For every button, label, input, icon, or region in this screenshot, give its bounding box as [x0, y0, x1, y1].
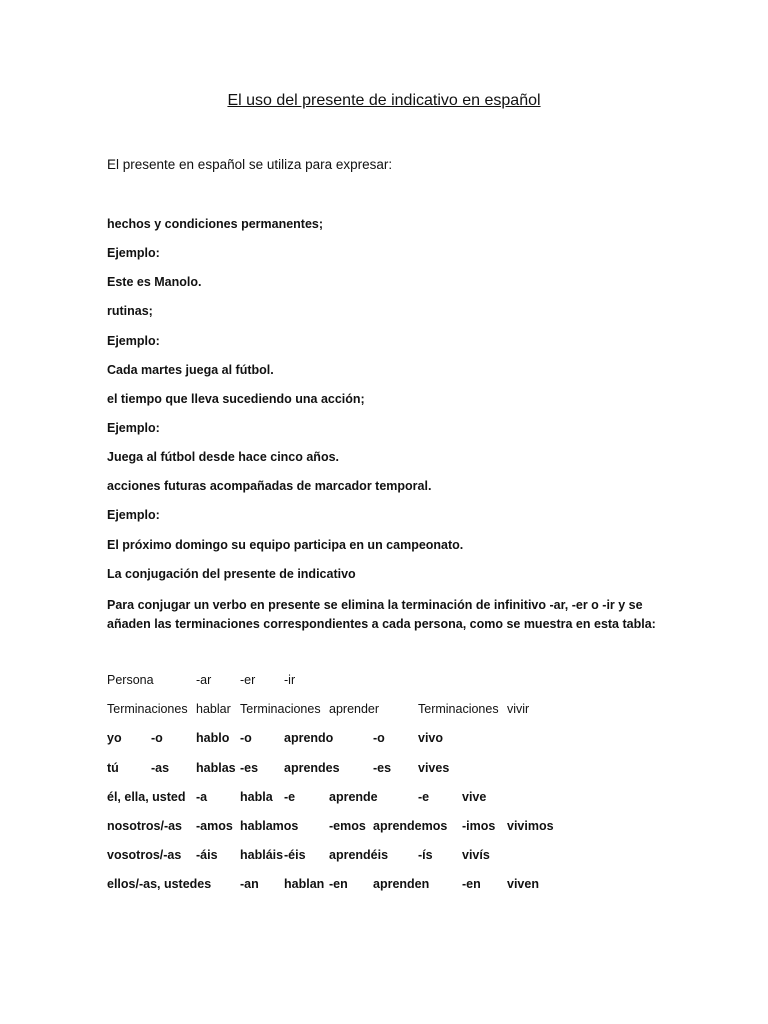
- table-cell: aprenden: [373, 877, 430, 891]
- table-subheader-cell: Terminaciones: [418, 702, 499, 716]
- table-cell: aprende: [329, 790, 378, 804]
- table-cell: vivo: [418, 731, 444, 745]
- table-cell: -o: [151, 731, 163, 745]
- table-cell: -o: [240, 731, 252, 745]
- table-cell: habla: [240, 790, 273, 804]
- table-cell: vive: [462, 790, 487, 804]
- table-cell: -emos: [329, 819, 366, 833]
- table-cell: vivís: [462, 848, 490, 862]
- table-cell: ellos/-as, ustedes: [107, 877, 212, 891]
- table-cell: -amos: [196, 819, 233, 833]
- table-subheader-cell: aprender: [329, 702, 380, 716]
- table-cell: -as: [151, 761, 170, 775]
- table-subheader-cell: hablar: [196, 702, 231, 716]
- table-cell: tú: [107, 761, 119, 775]
- table-cell: aprendéis: [329, 848, 389, 862]
- table-cell: aprendes: [284, 761, 340, 775]
- table-cell: nosotros/-as: [107, 819, 183, 833]
- table-subheader-cell: Terminaciones: [107, 702, 188, 716]
- table-cell: -an: [240, 877, 259, 891]
- usage-line: acciones futuras acompañadas de marcador temporal.: [107, 479, 432, 493]
- table-cell: habláis: [240, 848, 284, 862]
- section-heading: La conjugación del presente de indicativo: [107, 567, 356, 581]
- usage-line: El próximo domingo su equipo participa en un campeonato.: [107, 538, 464, 552]
- page-title: El uso del presente de indicativo en español: [227, 92, 541, 109]
- usage-line: el tiempo que lleva sucediendo una acción;: [107, 392, 365, 406]
- table-cell: vivimos: [507, 819, 554, 833]
- table-cell: aprendo: [284, 731, 334, 745]
- usage-line: Ejemplo:: [107, 246, 160, 260]
- usage-line: rutinas;: [107, 304, 153, 318]
- table-cell: -en: [462, 877, 481, 891]
- table-cell: hablo: [196, 731, 230, 745]
- table-cell: -e: [418, 790, 430, 804]
- table-cell: -e: [284, 790, 296, 804]
- intro-text: El presente en español se utiliza para expresar:: [107, 157, 393, 172]
- table-header-cell: Persona: [107, 673, 154, 687]
- table-cell: -éis: [284, 848, 306, 862]
- usage-line: Ejemplo:: [107, 508, 160, 522]
- table-header-cell: -ir: [284, 673, 296, 687]
- table-header-cell: -ar: [196, 673, 212, 687]
- table-cell: aprendemos: [373, 819, 448, 833]
- table-cell: -ís: [418, 848, 433, 862]
- table-cell: -en: [329, 877, 348, 891]
- table-cell: vosotros/-as: [107, 848, 182, 862]
- table-cell: -es: [373, 761, 392, 775]
- table-cell: -o: [373, 731, 385, 745]
- usage-line: Ejemplo:: [107, 421, 160, 435]
- table-cell: hablamos: [240, 819, 299, 833]
- table-header-cell: -er: [240, 673, 256, 687]
- usage-line: Ejemplo:: [107, 334, 160, 348]
- table-cell: -imos: [462, 819, 496, 833]
- table-cell: -a: [196, 790, 208, 804]
- usage-line: Este es Manolo.: [107, 275, 202, 289]
- usage-line: Cada martes juega al fútbol.: [107, 363, 274, 377]
- table-cell: hablas: [196, 761, 236, 775]
- conjugation-paragraph: Para conjugar un verbo en presente se elimina la terminación de infinitivo -ar, -er o -ir y se añaden las terminaciones correspondientes a cada persona, como se muestra en esta tabla:: [107, 598, 656, 631]
- table-cell: yo: [107, 731, 122, 745]
- table-cell: vives: [418, 761, 450, 775]
- table-cell: -es: [240, 761, 259, 775]
- table-cell: él, ella, usted: [107, 790, 186, 804]
- table-subheader-cell: vivir: [507, 702, 530, 716]
- table-cell: -áis: [196, 848, 218, 862]
- table-subheader-cell: Terminaciones: [240, 702, 321, 716]
- table-cell: hablan: [284, 877, 325, 891]
- table-cell: viven: [507, 877, 539, 891]
- usage-line: hechos y condiciones permanentes;: [107, 217, 324, 231]
- usage-line: Juega al fútbol desde hace cinco años.: [107, 450, 340, 464]
